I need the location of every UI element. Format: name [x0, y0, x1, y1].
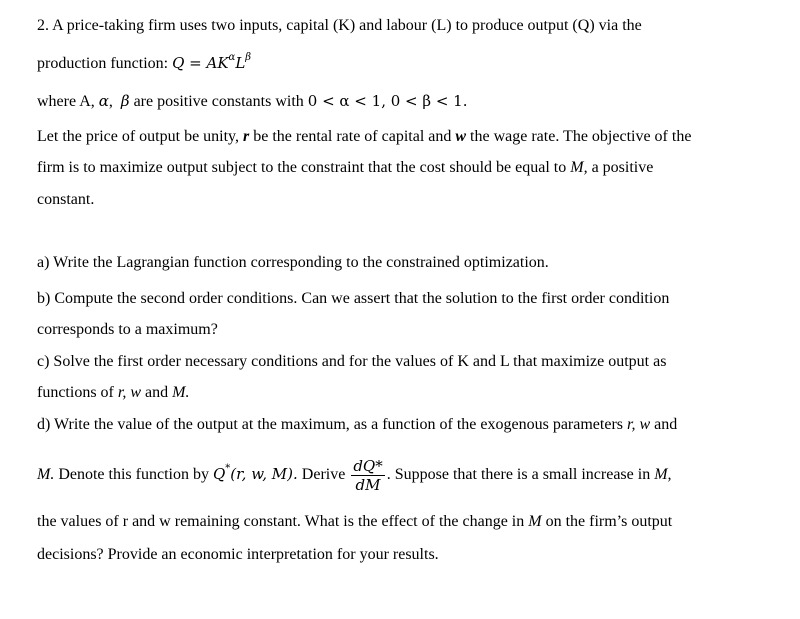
params-beta: β: [120, 92, 130, 110]
derivative-denominator: dM: [355, 475, 381, 494]
formula: [172, 54, 251, 72]
params-alpha: α: [98, 92, 109, 110]
output-function: [213, 465, 298, 483]
part-a: [37, 253, 549, 273]
price-r: r: [243, 128, 250, 145]
derivative-fraction: [351, 457, 384, 494]
part-c-text-2c: and: [145, 384, 169, 401]
part-b-line-2: [37, 320, 218, 340]
formula-beta: β: [245, 52, 252, 63]
price-text-1b: be the rental rate of capital and: [253, 128, 452, 145]
part-b-line-1: [37, 289, 669, 309]
price-text-1c: the wage rate. The objective of the: [470, 128, 692, 145]
part-c-vars: r, w: [117, 384, 141, 401]
params-comma: ,: [108, 93, 113, 110]
derivative-numerator: dQ*: [353, 456, 383, 475]
formula-alpha: α: [228, 52, 236, 63]
price-text-1a: Let the price of output be unity,: [37, 128, 240, 145]
part-d-M: M.: [37, 466, 55, 483]
price-w: w: [455, 128, 467, 145]
formula-L: L: [235, 54, 246, 72]
params-text-1: where A,: [37, 93, 95, 110]
part-c-text-1: c) Solve the first order necessary conditions and for the values of K and L that maximize output as: [37, 353, 667, 370]
price-text-2a: firm is to maximize output subject to the constraint that the cost should be equal to: [37, 159, 567, 176]
params-condition: 0 < α < 1, 0 < β < 1.: [307, 92, 468, 110]
part-d-line-4: [37, 545, 439, 565]
part-d-line-2: [37, 452, 672, 497]
part-d-vars: r, w: [627, 416, 651, 433]
params-text-2: are positive constants with: [133, 93, 304, 110]
output-function-Q: Q: [212, 465, 226, 483]
part-b-text-1: b) Compute the second order conditions. Can we assert that the solution to the first order condition: [37, 290, 670, 307]
part-d-text-4: decisions? Provide an economic interpretation for your results.: [37, 546, 439, 563]
part-d-text-1c: and: [654, 416, 678, 433]
price-line-1: [37, 127, 691, 147]
part-d-text-2c: . Suppose that there is a small increase in: [386, 466, 651, 483]
price-text-3: constant.: [37, 191, 95, 208]
formula-lhs: Q = AK: [172, 54, 229, 72]
part-b-text-2: corresponds to a maximum?: [37, 321, 218, 338]
production-function-line: [37, 53, 251, 74]
price-M: M,: [570, 159, 588, 176]
part-c-line-1: [37, 352, 666, 372]
part-c-text-2a: functions of: [37, 384, 114, 401]
part-d-text-3a: the values of r and w remaining constant. What is the effect of the change in: [37, 513, 525, 530]
part-c-line-2: [37, 383, 189, 403]
output-function-star: *: [225, 463, 231, 474]
part-d-M-change: M: [528, 513, 542, 530]
part-d-M-increase: M,: [654, 466, 672, 483]
part-c-M: M.: [172, 384, 190, 401]
part-d-line-1: [37, 415, 677, 435]
price-text-2b: a positive: [591, 159, 654, 176]
parameters-line: [37, 91, 467, 112]
part-d-line-3: [37, 512, 672, 532]
output-function-args: (r, w, M).: [230, 465, 298, 483]
price-line-3: [37, 190, 94, 210]
part-d-text-1a: d) Write the value of the output at the maximum, as a function of the exogenous parameters: [37, 416, 623, 433]
production-function-label: production function:: [37, 55, 169, 72]
intro-text: 2. A price-taking firm uses two inputs, capital (K) and labour (L) to produce output (Q) via the: [37, 17, 642, 34]
part-d-derive: Derive: [301, 466, 346, 483]
part-d-text-3c: on the firm’s output: [545, 513, 673, 530]
price-line-2: [37, 158, 653, 178]
question-intro-line-1: [37, 16, 642, 36]
part-a-text: a) Write the Lagrangian function corresponding to the constrained optimization.: [37, 254, 549, 271]
part-d-text-2b: Denote this function by: [58, 466, 209, 483]
